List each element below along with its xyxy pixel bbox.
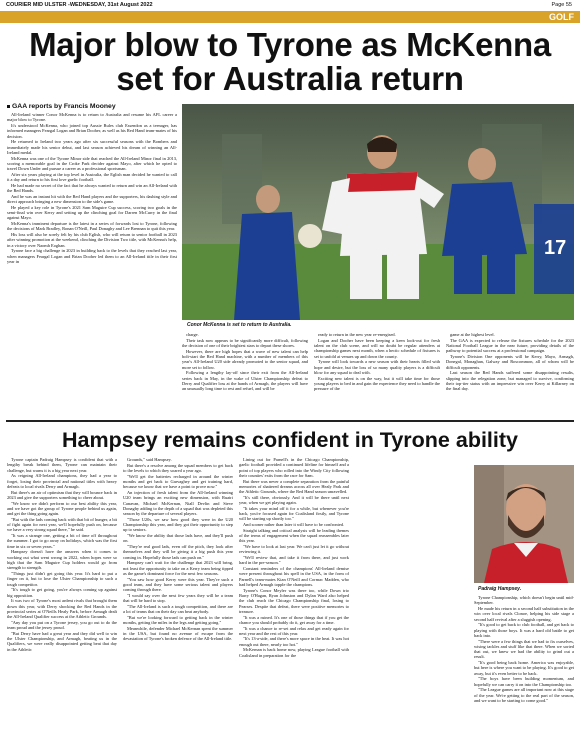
paragraph: "But we're looking forward to getting back in the winter months, getting the miles in the legs and getting going." [123, 614, 233, 626]
paragraph: "The All-Ireland is such a tough competition, and there are a lot of teams that on their day can beat anybody. [123, 603, 233, 615]
paragraph: "Any day you put on a Tyrone jersey, you go out to do the team proud and the jersey proud. [7, 619, 117, 631]
paragraph: He had made no secret of the fact that he always wanted to return and win an All-Ireland with the Red Hands. [7, 182, 177, 194]
paragraph: As reigning All-Ireland champions, they had a year to forget, losing their provincial and national titles with heavy defeats to local rivals Derry and Armagh. [7, 473, 117, 489]
article2-column-3 [239, 457, 349, 658]
paragraph: An injection of fresh talent from the All-Ireland winning U20 team brings an exciting new dimension, with Ruairi Canavan, Michael McKernan, Niall Devlin and Steve Donaghy adding to the depth of a squad that was depleted this season by the departure of several players. [123, 489, 233, 517]
mckenna-photo [182, 104, 574, 320]
paragraph: "It's good being back home. America was enjoyable, but here is where you want to be playing. It's good to get away, but it's even better to be back. [474, 660, 574, 676]
photo-caption-1: Conor McKenna is set to return to Australia. [187, 322, 292, 328]
paper-dateline: COURIER MID ULSTER -WEDNESDAY, 31st August 2022 [6, 2, 153, 8]
second-headline: Hampsey remains confident in Tyrone ability [62, 428, 518, 452]
paragraph: "The boys have been building momentum, and hopefully we can carry it on into the Championship too. [474, 676, 574, 687]
bullet-icon [7, 105, 10, 108]
paragraph: "It's still there, obviously. And it will be there until next year, when we get playing again. [239, 494, 349, 506]
paragraph: His loss will also be sorely felt by his club Eglish, who will return to senior football in 2023 after winning promotion at the weekend, clinching the Division Two title, with McKenna's help, in a victory over Naomh Eoghan. [7, 232, 177, 248]
paragraph: "It's tough to get going, you're always coming up against big opposition. [7, 587, 117, 598]
match-photo-image [182, 104, 574, 320]
portrait-image [474, 465, 574, 583]
paragraph: The GAA is expected to release the fixtures schedule for the 2023 National Football League in the near future, providing details of the pathway to potential success at a professional campaign. [446, 337, 574, 354]
paragraph: Hampsey can't wait for the challenge that 2023 will bring, not least the opportunity to take on a Kerry team being tipped as the game's dominant force for the next few seasons. [123, 560, 233, 576]
paragraph: ready to return in the new year re-energised. [318, 332, 396, 337]
paragraph: Tyrone captain Padraig Hampsey is confident that with a lengthy break behind them, Tyrone can maintain their challenge, but warns it is a big year next year. [7, 457, 117, 473]
hampsey-photo [474, 465, 574, 583]
section-label: GOLF [549, 12, 574, 22]
paragraph: McKenna was one of the Tyrone Minor side that reached the All-Ireland Minor final in 2013, scoring a memorable goal in the Croke Park decider against Mayo, after which he opted to travel Down Under and pursue a career as a professional sportsman. [7, 155, 177, 172]
paragraph: And he was an instant hit with the Red Hand players and the supporters, his dashing style and direct approach bringing a new dimension to the side's game. [7, 193, 177, 205]
article1-column-3 [314, 332, 440, 392]
paragraph: "We have to look at last year. We can't just let it go without reviewing it. [239, 544, 349, 555]
paragraph: Exciting new talent is on the way, but it will take time for those young players to bed in and gain the experience they need to handle the pressure of the [314, 375, 440, 392]
paragraph: Tyrone's Conor Meyler was there too, while Down trio Barry O'Hagan, Ryan Johnston and Dylan Ward also helped the club reach the Chicago Championship final, losing to Pearses. Despite that defeat, there were positive memories to treasure. [239, 587, 349, 614]
paragraph: "It's 13-a-side, and there's more space in the heat. It was hot enough out there, nearly too hot." [239, 636, 349, 647]
paragraph: Grounds," said Hampsey. [127, 457, 172, 462]
paragraph: "It takes your mind off it for a while, but whenever you're back, you're focused again for Coalisland firstly, and Tyrone will be starting up shortly too." [239, 505, 349, 522]
paragraph: Logan and Dooher have been keeping a keen look-out for fresh talent on the club scene, and will no doubt be regular attenders at championship games next month, when a hectic schedule of fixtures is set to unfold at venues up and down the county. [314, 337, 440, 359]
paragraph: Tyrone Championship, which doesn't begin until mid-September. [474, 595, 574, 606]
paragraph: "You saw how good Kerry were this year. They're such a good team, and they have some serious talent and players coming through there. [123, 576, 233, 593]
paragraph: Their task now appears to be significantly more difficult, following the decision of one of their brightest stars to depart these shores. [182, 337, 308, 348]
byline [7, 103, 116, 110]
paragraph: game at the highest level. [450, 332, 495, 337]
paragraph: Meanwhile, defender Michael McKernan spent the summer in the USA, but found no avenue of escape from the devastation of Tyrone's broken defence of the All-Ireland title. [123, 625, 233, 642]
paragraph: Tyrone will look towards a new season with their hearts filled with hope and desire, but the loss of so many quality players is a difficult blow for any squad to deal with. [314, 359, 440, 375]
article2-column-2 [123, 457, 233, 642]
paragraph: Tyrone face a big challenge in 2023 in building back to the levels that they reached last year, when managers Feargal Logan and Brian Dooher led them to an All-Ireland title in their first year in [7, 248, 177, 264]
page-number: Page 55 [551, 2, 572, 8]
paragraph: He made his return in a second half substitution in the win over local rivals Clonoe, helping his side stage a second half revival after a sluggish opening. [474, 605, 574, 622]
paragraph: "The League games are all important now at this stage of the year. We're getting to the real part of the season, and we want to be starting to come good." [474, 687, 574, 703]
paragraph: All-Ireland winner Conor McKenna is to return to Australia and resume his AFL career a major blow to Tyrone. [7, 112, 177, 123]
paragraph: "But with the lads coming back with that bit of hunger, a bit of fight again for next year, we'll hopefully push on, because we have a very strong squad there," he said. [7, 516, 117, 533]
paragraph: Constant reminders of the champions' All-Ireland demise were present throughout his spell in the USA, in the form of Parnell's team-mates Kian O'Neill and Cormac Madden, who had helped Armagh topple the champions. [239, 566, 349, 587]
paragraph: "I would say over the next few years they will be a team that will be hard to stop. [123, 592, 233, 604]
paragraph: Hampsey doesn't have the answers when it comes to working out what went wrong in 2022, when hopes were so high that the Sam Maguire Cup holders would go from strength to strength. [7, 549, 117, 571]
main-headline: Major blow to Tyrone as McKenna set for Australia return [29, 26, 551, 97]
paragraph: "But Derry have had a great year and they did well to win the Ulster Championship, and Armagh, beating us in the Qualifiers, we were really disappointed getting beat that day in the Athletic [7, 630, 117, 652]
paragraph: "We know the ability that those lads have, and they'll push on. [123, 533, 233, 544]
paragraph: After six years playing at the top level in Australia, the Eglish man decided he wanted to call it a day and return to his first love gaelic football. [7, 171, 177, 183]
byline-text: GAA reports by Francis Mooney [12, 103, 116, 110]
section-bar [0, 11, 580, 23]
paragraph: "It's good to get back to club football, and get back to playing with those boys. It was a hard old battle to get back into. [474, 622, 574, 638]
paragraph: "Things just didn't get going this year. It's hard to put a finger on it, but to lose the Ulster Championship to such a tough competitor. [7, 570, 117, 587]
paragraph: "There were a few things that we had to fix ourselves, wising tackles and stuff like that there. When we sorted that out, we knew we had the ability to grind out a result. [474, 638, 574, 660]
paragraph: He played a key role in Tyrone's 2021 Sam Maguire Cup success, scoring two goals in the semi-final win over Kerry and setting up the clinching goal for Darren McCurry in the final against Mayo. [7, 204, 177, 221]
paragraph: "We know we didn't perform to our best ability this year, and we have got the group of Tyrone people behind us again, and get the thing going again. [7, 500, 117, 517]
paragraph: But there was never a complete separation from the painful memories of shattered dreams across all over Healy Park and the Athletic Grounds, where the Red Hand season unravelled. [239, 478, 349, 495]
paragraph: Tyrone's Division One opponents will be Kerry, Mayo, Armagh, Donegal, Monaghan, Galway and Roscommon, all of whom will be difficult opponents. [446, 353, 574, 370]
article2-column-4 [474, 595, 574, 704]
paragraph: But there's an air of optimism that they will bounce back in 2023 and give the supporters something to cheer about. [7, 489, 117, 500]
paragraph: McKenna's imminent departure is the latest in a series of forwards lost to Tyrone, following the decisions of Mark Bradley, Ronan O'Neill, Paul Donaghy and Lee Brennan to quit this year. [7, 221, 177, 232]
paragraph: And sooner rather than later it will have to be confronted. [243, 522, 345, 528]
paragraph: "It was a strange one, getting a bit of time off throughout the summer. I got to go away on holidays, which was the first time in six or seven years." [7, 533, 117, 549]
article1-column-4 [446, 332, 574, 392]
paragraph: "They're real good lads, even off the pitch, they look after themselves and they will be giving it a big push this year coming in. Hopefully those lads can push on." [123, 544, 233, 560]
page-header [0, 0, 580, 10]
paragraph: It was two of Tyrone's most ardent rivals that brought them down this year, with Derry shocking the Red Hands in the provincial series at O'Neills Healy Park, before Armagh dealt the All-Ireland Qualifier success at the Athletic Grounds. [7, 598, 117, 620]
paragraph: McKernan is back home now, playing League football with Coalisland in preparation for the [239, 647, 349, 658]
article1-column-2 [182, 332, 308, 392]
paragraph: "It was a chance to re-set and relax and get ready again for next year and the rest of this year. [239, 625, 349, 636]
article-divider [6, 420, 574, 422]
paragraph: He returned to Ireland two years ago after six successful seasons with the Bombers and immediately made his senior debut, and last season achieved his dream of winning an All-Ireland medal. [7, 139, 177, 155]
paragraph: charge. [186, 332, 199, 337]
svg-text:17: 17 [544, 237, 567, 259]
article1-column-1 [7, 112, 177, 265]
photo-caption-2: Padraig Hampsey. [478, 586, 522, 592]
paragraph: Straight talking and critical analysis will be leading themes of the terms of engagement when the squad reassembles later this year. [239, 527, 349, 544]
paragraph: "It was a ruined. It's one of those things that if you get the chance you should probably do it, get away for a time. [239, 614, 349, 625]
paragraph: Lining out for Parnell's in the Chicago Championship, gaelic football provided a continued lifeline for himself and a point of top players who rolled into the Windy City following their counties' exits from the race for Sam. [239, 457, 349, 478]
paragraph: But there's a resolve among the squad members to get back to the levels to which they soared a year ago. [123, 462, 233, 473]
article2-column-1 [7, 457, 117, 652]
paragraph: "We'll get the batteries recharged in around the winter months and get back to Garvaghey and get training hard, because we know that we have a point to prove now." [123, 473, 233, 490]
paragraph: It's understood McKenna, who joined top Aussie Rules club Essendon as a teenager, has informed managers Feargal Logan and Brian Dooher, as well as his Red Hand team-mates of his decision. [7, 122, 177, 139]
paragraph: Following a lengthy lay-off since their exit from the All-Ireland series back in May, in the wake of Ulster Championship defeat to Derry and Qualifier loss at the hands of Armagh, the players will have an unusually long time to rest and refuel, and will be [182, 370, 308, 392]
paragraph: Last season the Red Hands suffered some disappointing results, slipping into the relegation zone, but managed to survive, confirming their top-tier status with an impressive win over Kerry at Killarney on the final day. [446, 370, 574, 392]
paragraph: "Those U20s, we saw how good they were in the U20 Championship this year, and they got their opportunity to step up to seniors. [123, 516, 233, 533]
paragraph: "We'll review that, and take it from there, and just work hard in the pre-season." [239, 555, 349, 566]
paragraph: However, there are high hopes that a wave of new talent can help bolt-start the Red Hand machine, with a number of members of this year's All-Ireland U20 side already promoted to the senior squad, and more set to follow. [182, 348, 308, 370]
